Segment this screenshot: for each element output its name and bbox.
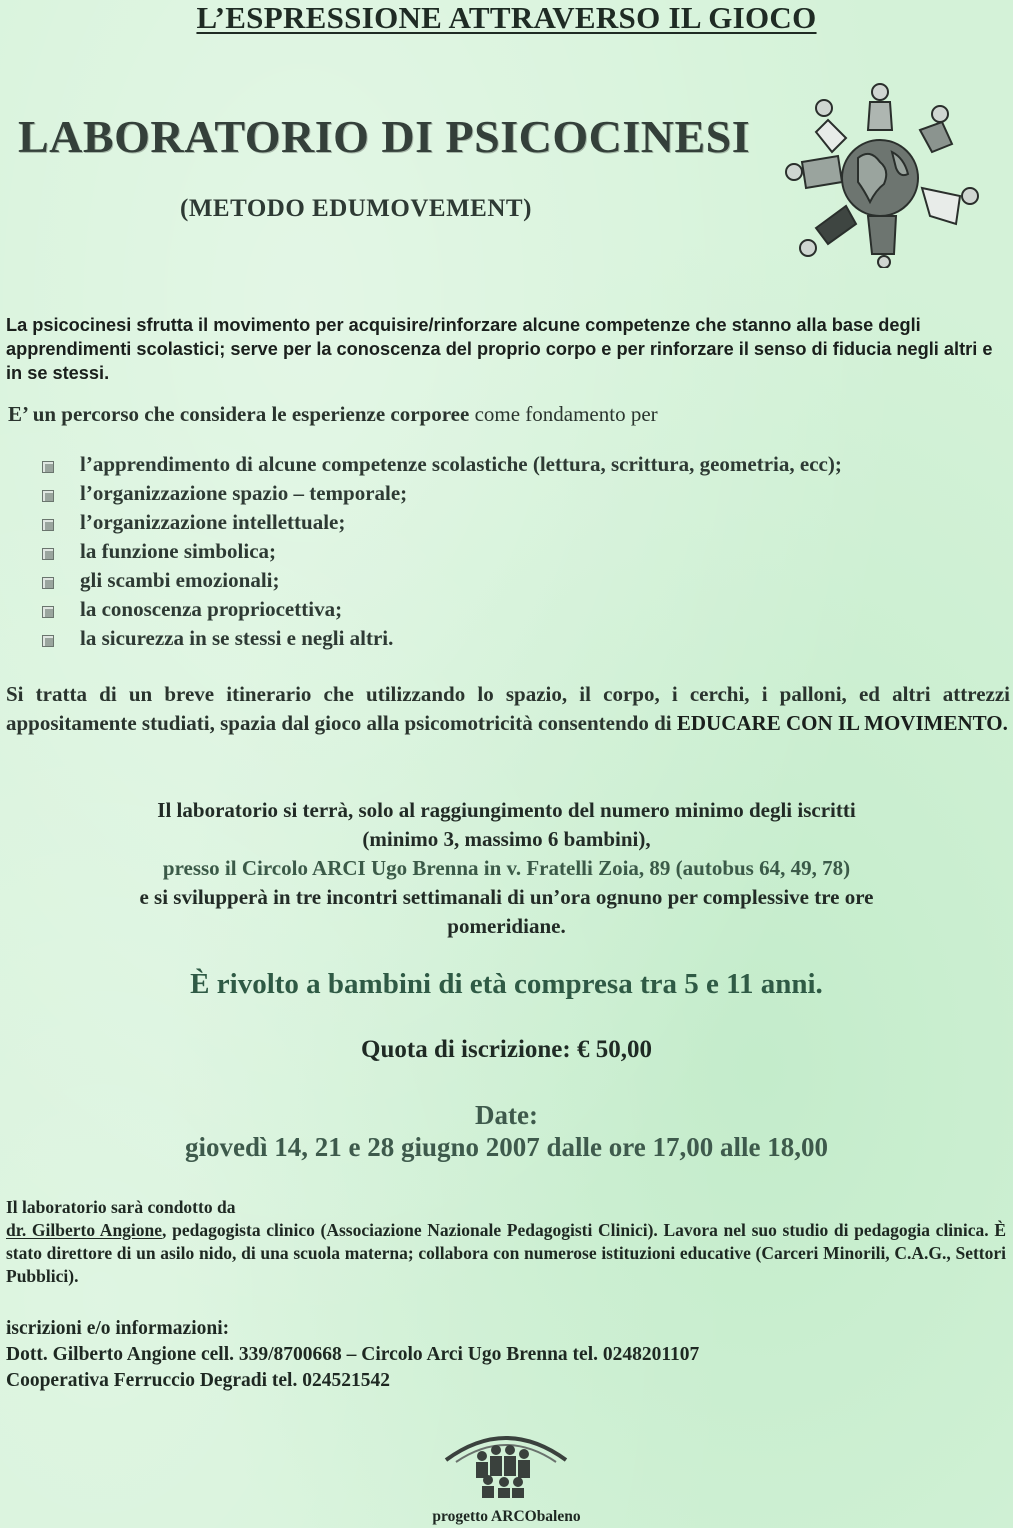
bullet-icon [42,490,54,502]
info-heading: iscrizioni e/o informazioni: [6,1318,230,1339]
list-item-text: l’organizzazione intellettuale; [80,510,346,534]
list-item [40,626,842,655]
itinerary-paragraph [6,680,1010,738]
top-title [0,0,1013,36]
main-title: LABORATORIO DI PSICOCINESI [18,111,751,162]
bullet-icon [42,461,54,473]
list-item-text: la sicurezza in se stessi e negli altri. [80,626,394,650]
info-contact-line-2: Cooperativa Ferruccio Degradi tel. 024521542 [6,1370,390,1391]
lead-normal-text: come fondamento per [469,402,658,426]
list-item [40,481,842,510]
list-item-text: la conoscenza propriocettiva; [80,597,343,621]
registration-fee: Quota di iscrizione: € 50,00 [361,1036,652,1063]
lab-line-1: Il laboratorio si terrà, solo al raggiungimento del numero minimo degli iscritti [157,798,856,822]
children-around-globe-illustration [780,78,980,268]
lab-line-2: (minimo 3, massimo 6 bambini), [362,827,651,851]
bullet-icon [42,519,54,531]
dates-label: Date: [475,1100,538,1130]
conductor-intro: Il laboratorio sarà condotto da [6,1197,236,1217]
conductor-bio [6,1219,1006,1288]
list-item [40,568,842,597]
list-item [40,510,842,539]
bullet-list [40,452,842,655]
age-range: È rivolto a bambini di età compresa tra 5 e 11 anni. [190,968,823,1000]
lab-line-3: presso il Circolo ARCI Ugo Brenna in v. Fratelli Zoia, 89 (autobus 64, 49, 78) [162,856,851,880]
list-item-text: l’organizzazione spazio – temporale; [80,481,408,505]
list-item [40,597,842,626]
itinerary-emphasis: EDUCARE CON IL MOVIMENTO. [676,711,1008,735]
list-item [40,539,842,568]
conductor-name: dr. Gilberto Angione [6,1220,163,1240]
lab-line-4: e si svilupperà in tre incontri settimanali di un’ora ognuno per complessive tre ore [139,885,874,909]
itinerary-text: Si tratta di un breve itinerario che utilizzando lo spazio, il corpo, i cerchi, i palloni, ed altri attrezzi appositamente studiati, spazia dal gioco alla psicomotricità consentendo di [6,682,1010,735]
lab-line-5: pomeridiane. [447,914,566,938]
dates-value: giovedì 14, 21 e 28 giugno 2007 dalle ore 17,00 alle 18,00 [185,1132,828,1162]
footer-caption: progetto ARCObaleno [432,1508,581,1525]
arcobaleno-logo [438,1420,574,1500]
lead-bold-text: E’ un percorso che considera le esperienze corporee [8,402,470,426]
subtitle: (METODO EDUMOVEMENT) [180,195,532,222]
list-item-text: gli scambi emozionali; [80,568,280,592]
bullet-icon [42,577,54,589]
info-contact-line-1: Dott. Gilberto Angione cell. 339/8700668 – Circolo Arci Ugo Brenna tel. 0248201107 [6,1344,700,1365]
bullet-icon [42,606,54,618]
list-item-text: l’apprendimento di alcune competenze scolastiche (lettura, scrittura, geometria, ecc); [80,452,842,476]
conductor-bio-text: , pedagogista clinico (Associazione Nazionale Pedagogisti Clinici). Lavora nel suo studio di pedagogia clinica. È stato direttore di un asilo nido, di una scuola materna; collabora con numerose istituzioni educative (Carceri Minorili, C.A.G., Settori Pubblici). [6,1220,1006,1286]
lead-sentence [8,402,658,427]
list-item [40,452,842,481]
intro-paragraph: La psicocinesi sfrutta il movimento per acquisire/rinforzare alcune competenze che stanno alla base degli apprendimenti scolastici; serve per la conoscenza del proprio corpo e per rinforzare il senso di fiducia negli altri e in se stessi. [6,315,993,383]
bullet-icon [42,548,54,560]
top-title-text: L’ESPRESSIONE ATTRAVERSO IL GIOCO [196,0,817,35]
bullet-icon [42,635,54,647]
list-item-text: la funzione simbolica; [80,539,277,563]
